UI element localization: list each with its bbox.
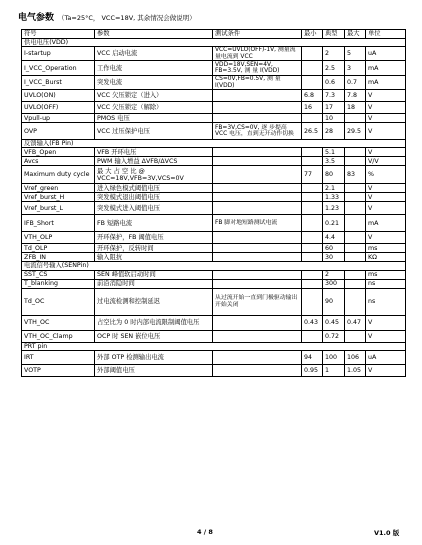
parameter-cell: 最 大 占 空 比 @ VCC=18V,VFB=3V,VCS=0V xyxy=(95,166,213,184)
symbol-cell: Vref_green xyxy=(22,184,95,193)
symbol-cell: Vref_burst_H xyxy=(22,193,95,202)
table-row xyxy=(22,47,406,61)
section-title: PRT pin xyxy=(22,342,406,350)
table-row xyxy=(22,102,406,114)
parameter-cell: PMOS 电压 xyxy=(95,114,213,123)
typ-cell: 1.33 xyxy=(323,193,345,202)
min-cell xyxy=(302,61,323,76)
parameter-cell: 开环保护，FB 阈值电压 xyxy=(95,232,213,244)
typ-cell: 0.45 xyxy=(323,315,345,330)
parameter-cell: 开环保护，反转时间 xyxy=(95,244,213,253)
table-row xyxy=(22,253,406,262)
typ-cell: 4.4 xyxy=(323,232,345,244)
min-cell xyxy=(302,253,323,262)
min-cell xyxy=(302,184,323,193)
max-cell: 83 xyxy=(345,166,366,184)
symbol-cell: UVLO(OFF) xyxy=(22,102,95,114)
typ-cell: 3.5 xyxy=(323,157,345,166)
condition-cell xyxy=(213,114,302,123)
column-header: 最小 xyxy=(302,30,323,39)
unit-cell: mA xyxy=(366,76,406,90)
unit-cell: V xyxy=(366,148,406,157)
max-cell: 0.7 xyxy=(345,76,366,90)
unit-cell: uA xyxy=(366,47,406,61)
min-cell: 0.43 xyxy=(302,315,323,330)
condition-cell xyxy=(213,253,302,262)
min-cell: 16 xyxy=(302,102,323,114)
max-cell xyxy=(345,253,366,262)
typ-cell: 10 xyxy=(323,114,345,123)
unit-cell: V/V xyxy=(366,157,406,166)
condition-cell xyxy=(213,364,302,376)
unit-cell: ms xyxy=(366,244,406,253)
symbol-cell: Maximum duty cycle xyxy=(22,166,95,184)
typ-cell: 0.6 xyxy=(323,76,345,90)
min-cell xyxy=(302,232,323,244)
column-header: 测试条件 xyxy=(213,30,302,39)
symbol-cell: I-startup xyxy=(22,47,95,61)
max-cell: 106 xyxy=(345,350,366,364)
table-row xyxy=(22,123,406,140)
min-cell: 26.5 xyxy=(302,123,323,140)
typ-cell: 300 xyxy=(323,279,345,288)
condition-cell xyxy=(213,148,302,157)
parameter-cell: VCC 启动电流 xyxy=(95,47,213,61)
heading-title: 电气参数 xyxy=(18,13,55,23)
min-cell xyxy=(302,193,323,202)
table-row xyxy=(22,270,406,279)
max-cell: 5 xyxy=(345,47,366,61)
table-row xyxy=(22,202,406,215)
parameter-cell: VFB 开环电压 xyxy=(95,148,213,157)
typ-cell: 2 xyxy=(323,270,345,279)
unit-cell: mA xyxy=(366,215,406,232)
unit-cell: V xyxy=(366,102,406,114)
condition-cell xyxy=(213,102,302,114)
heading-conditions: （Ta=25°C， VCC=18V, 其余情况会做说明） xyxy=(58,14,196,22)
column-header: 符号 xyxy=(22,30,95,39)
max-cell xyxy=(345,270,366,279)
table-row xyxy=(22,166,406,184)
unit-cell: V xyxy=(366,123,406,140)
typ-cell: 60 xyxy=(323,244,345,253)
condition-cell xyxy=(213,166,302,184)
parameter-cell: 外部 OTP 检测输出电流 xyxy=(95,350,213,364)
symbol-cell: SST_CS xyxy=(22,270,95,279)
section-title: 供电电压(VDD) xyxy=(22,39,406,47)
typ-cell: 0.72 xyxy=(323,330,345,342)
unit-cell: V xyxy=(366,364,406,376)
max-cell xyxy=(345,114,366,123)
table-row xyxy=(22,350,406,364)
symbol-cell: ZFB_IN xyxy=(22,253,95,262)
typ-cell: 5.1 xyxy=(323,148,345,157)
table-row xyxy=(22,315,406,330)
unit-cell: mA xyxy=(366,61,406,76)
typ-cell: 17 xyxy=(323,102,345,114)
table-row xyxy=(22,330,406,342)
symbol-cell: UVLO(ON) xyxy=(22,90,95,102)
symbol-cell: VFB_Open xyxy=(22,148,95,157)
symbol-cell: VOTP xyxy=(22,364,95,376)
condition-cell: VCC=UVLO(OFF)-1V, 测量流量电流到 VCC xyxy=(213,47,302,61)
unit-cell: ns xyxy=(366,288,406,315)
symbol-cell: VTH_OC xyxy=(22,315,95,330)
min-cell xyxy=(302,114,323,123)
max-cell: 3 xyxy=(345,61,366,76)
parameter-cell: VCC 欠压锁定（解除） xyxy=(95,102,213,114)
max-cell: 7.8 xyxy=(345,90,366,102)
parameter-cell: 占空比为 0 时内部电流限制阈值电压 xyxy=(95,315,213,330)
parameter-cell: SEN 峰值软启动时间 xyxy=(95,270,213,279)
typ-cell: 1.23 xyxy=(323,202,345,215)
symbol-cell: OVP xyxy=(22,123,95,140)
unit-cell: V xyxy=(366,90,406,102)
max-cell: 1.05 xyxy=(345,364,366,376)
section-row xyxy=(22,39,406,47)
column-header: 参数 xyxy=(95,30,213,39)
condition-cell: FB=3V,CS=0V, 逐 步提高 VCC 电压，直到无开动作切换 xyxy=(213,123,302,140)
condition-cell: CS=0V,FB=0.5V, 测 量 I(VDD) xyxy=(213,76,302,90)
unit-cell: uA xyxy=(366,350,406,364)
min-cell xyxy=(302,157,323,166)
symbol-cell: VTH_OC_Clamp xyxy=(22,330,95,342)
typ-cell: 7.3 xyxy=(323,90,345,102)
min-cell xyxy=(302,215,323,232)
table-row xyxy=(22,279,406,288)
parameter-cell: FB 短路电流 xyxy=(95,215,213,232)
unit-cell: V xyxy=(366,330,406,342)
table-row xyxy=(22,114,406,123)
min-cell xyxy=(302,148,323,157)
max-cell xyxy=(345,244,366,253)
unit-cell: ns xyxy=(366,279,406,288)
table-row xyxy=(22,244,406,253)
parameter-cell: PWM 输入增益 ΔVFB/ΔVCS xyxy=(95,157,213,166)
table-row xyxy=(22,76,406,90)
unit-cell: V xyxy=(366,315,406,330)
page-number: 4 / 8 xyxy=(197,528,213,536)
condition-cell xyxy=(213,157,302,166)
typ-cell: 1 xyxy=(323,364,345,376)
condition-cell xyxy=(213,90,302,102)
table-header-row xyxy=(22,30,406,39)
condition-cell xyxy=(213,202,302,215)
version-label: V1.0 版 xyxy=(374,529,400,537)
condition-cell xyxy=(213,232,302,244)
max-cell xyxy=(345,148,366,157)
condition-cell: VDD=18V,SEN=4V, FB=3.5V, 测 量 I(VDD) xyxy=(213,61,302,76)
parameter-cell: VCC 过压保护电压 xyxy=(95,123,213,140)
min-cell xyxy=(302,244,323,253)
table-row xyxy=(22,364,406,376)
typ-cell: 30 xyxy=(323,253,345,262)
table-row xyxy=(22,193,406,202)
parameter-cell: 突发电流 xyxy=(95,76,213,90)
parameter-cell: 突发模式退出阈值电压 xyxy=(95,193,213,202)
unit-cell: ms xyxy=(366,270,406,279)
parameter-cell: 前沿消隐时间 xyxy=(95,279,213,288)
min-cell xyxy=(302,202,323,215)
min-cell: 6.8 xyxy=(302,90,323,102)
max-cell xyxy=(345,279,366,288)
parameter-cell: 外部阈值电压 xyxy=(95,364,213,376)
max-cell xyxy=(345,193,366,202)
typ-cell: 90 xyxy=(323,288,345,315)
min-cell: 0.95 xyxy=(302,364,323,376)
table-row xyxy=(22,232,406,244)
condition-cell xyxy=(213,315,302,330)
parameter-cell: VCC 欠压锁定（进入） xyxy=(95,90,213,102)
electrical-parameters-table xyxy=(21,29,406,377)
unit-cell: % xyxy=(366,166,406,184)
typ-cell: 100 xyxy=(323,350,345,364)
max-cell xyxy=(345,330,366,342)
parameter-cell: 突发模式进入阈值电压 xyxy=(95,202,213,215)
section-heading xyxy=(18,10,196,23)
condition-cell xyxy=(213,270,302,279)
min-cell xyxy=(302,279,323,288)
unit-cell: V xyxy=(366,202,406,215)
column-header: 最大 xyxy=(345,30,366,39)
max-cell: 18 xyxy=(345,102,366,114)
table-row xyxy=(22,90,406,102)
parameter-cell: 过电流检测和控制延迟 xyxy=(95,288,213,315)
max-cell: 0.47 xyxy=(345,315,366,330)
unit-cell: V xyxy=(366,114,406,123)
min-cell xyxy=(302,47,323,61)
condition-cell xyxy=(213,244,302,253)
unit-cell: V xyxy=(366,232,406,244)
typ-cell: 28 xyxy=(323,123,345,140)
symbol-cell: IRT xyxy=(22,350,95,364)
table-row xyxy=(22,288,406,315)
max-cell xyxy=(345,184,366,193)
condition-cell: FB 脚对地短路测试电流 xyxy=(213,215,302,232)
parameter-cell: OCP 时 SEN 嵌位电压 xyxy=(95,330,213,342)
column-header: 单位 xyxy=(366,30,406,39)
symbol-cell: Td_OLP xyxy=(22,244,95,253)
typ-cell: 0.21 xyxy=(323,215,345,232)
min-cell xyxy=(302,288,323,315)
section-row xyxy=(22,262,406,270)
symbol-cell: IFB_Short xyxy=(22,215,95,232)
max-cell xyxy=(345,157,366,166)
section-row xyxy=(22,140,406,148)
unit-cell: V xyxy=(366,193,406,202)
parameter-cell: 工作电流 xyxy=(95,61,213,76)
condition-cell: 从过流开始一直到门极驱动输出开始关闭 xyxy=(213,288,302,315)
min-cell: 77 xyxy=(302,166,323,184)
section-title: 电流信号输入(SENPin) xyxy=(22,262,406,270)
condition-cell xyxy=(213,279,302,288)
min-cell: 94 xyxy=(302,350,323,364)
max-cell xyxy=(345,232,366,244)
column-header: 典型 xyxy=(323,30,345,39)
unit-cell: V xyxy=(366,184,406,193)
parameter-cell: 进入绿色模式阈值电压 xyxy=(95,184,213,193)
symbol-cell: Td_OC xyxy=(22,288,95,315)
symbol-cell: I_VCC_Burst xyxy=(22,76,95,90)
max-cell: 29.5 xyxy=(345,123,366,140)
max-cell xyxy=(345,215,366,232)
table-row xyxy=(22,148,406,157)
typ-cell: 2.1 xyxy=(323,184,345,193)
symbol-cell: Vpull-up xyxy=(22,114,95,123)
max-cell xyxy=(345,202,366,215)
min-cell xyxy=(302,76,323,90)
unit-cell: KΩ xyxy=(366,253,406,262)
table-row xyxy=(22,157,406,166)
symbol-cell: VTH_OLP xyxy=(22,232,95,244)
typ-cell: 2 xyxy=(323,47,345,61)
condition-cell xyxy=(213,184,302,193)
table-row xyxy=(22,184,406,193)
section-title: 反馈输入(FB Pin) xyxy=(22,140,406,148)
symbol-cell: Vref_burst_L xyxy=(22,202,95,215)
symbol-cell: Avcs xyxy=(22,157,95,166)
typ-cell: 2.5 xyxy=(323,61,345,76)
condition-cell xyxy=(213,350,302,364)
min-cell xyxy=(302,330,323,342)
typ-cell: 80 xyxy=(323,166,345,184)
table-row xyxy=(22,61,406,76)
min-cell xyxy=(302,270,323,279)
max-cell xyxy=(345,288,366,315)
symbol-cell: I_VCC_Operation xyxy=(22,61,95,76)
parameter-cell: 输入阻抗 xyxy=(95,253,213,262)
table-row xyxy=(22,215,406,232)
condition-cell xyxy=(213,193,302,202)
condition-cell xyxy=(213,330,302,342)
symbol-cell: T_blanking xyxy=(22,279,95,288)
section-row xyxy=(22,342,406,350)
